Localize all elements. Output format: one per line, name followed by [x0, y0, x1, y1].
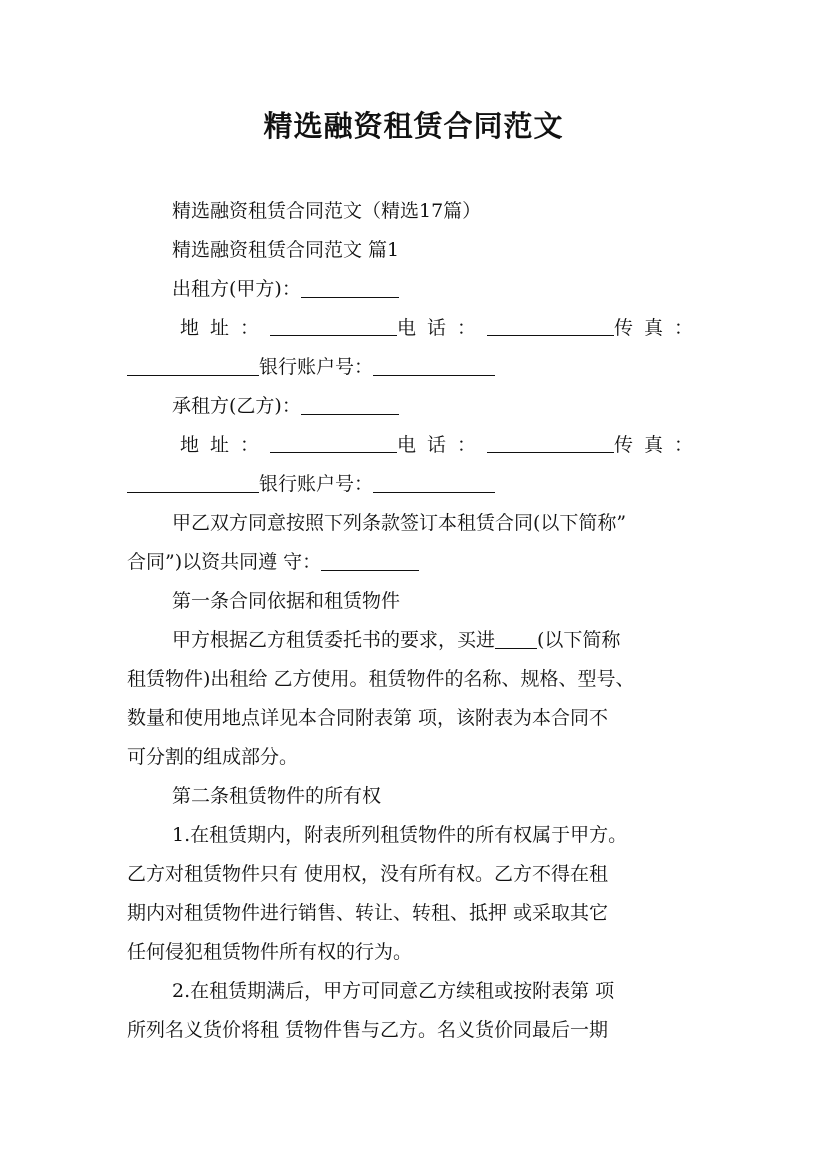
paragraph-line: 2.在租赁期满后，甲方可同意乙方续租或按附表第 项: [172, 980, 615, 1002]
fax-blank[interactable]: [127, 472, 259, 493]
paragraph-line: 租赁物件)出租给 乙方使用。租赁物件的名称、规格、型号、: [127, 668, 635, 690]
paragraph-line: 任何侵犯租赁物件所有权的行为。: [127, 941, 413, 963]
lessee-line: 承租方(乙方)：: [127, 393, 704, 419]
lessor-bank-line: 银行账户号：: [127, 354, 704, 380]
article-heading: 第一条合同依据和租赁物件: [172, 590, 401, 612]
fax-blank[interactable]: [127, 355, 259, 376]
paragraph-line: 甲方根据乙方租赁委托书的要求，买进 (以下简称: [172, 629, 621, 651]
address-blank[interactable]: [270, 432, 397, 453]
lessor-blank[interactable]: [301, 277, 399, 298]
paragraph-line: 数量和使用地点详见本合同附表第 项，该附表为本合同不: [127, 707, 609, 729]
lessor-contact-line: 地址： 电话： 传真：: [180, 317, 704, 339]
paragraph-line: 甲乙双方同意按照下列条款签订本租赁合同(以下简称”: [172, 512, 627, 534]
subtitle-line: 精选融资租赁合同范文（精选17篇）: [172, 200, 482, 222]
signature-blank[interactable]: [321, 550, 419, 571]
bank-blank[interactable]: [373, 472, 495, 493]
paragraph-line: 可分割的组成部分。: [127, 746, 299, 768]
phone-blank[interactable]: [487, 315, 614, 336]
lessee-bank-line: 银行账户号：: [127, 471, 704, 497]
section-heading: 精选融资租赁合同范文 篇1: [172, 239, 400, 261]
paragraph-line: 合同”)以资共同遵 守：: [127, 549, 704, 575]
paragraph-line: 乙方对租赁物件只有 使用权，没有所有权。乙方不得在租: [127, 863, 609, 885]
paragraph-line: 所列名义货价将租 赁物件售与乙方。名义货价同最后一期: [127, 1019, 609, 1041]
document-title: 精选融资租赁合同范文: [263, 109, 564, 143]
lessee-contact-line: 地址： 电话： 传真：: [180, 434, 704, 456]
paragraph-line: 1.在租赁期内，附表所列租赁物件的所有权属于甲方。: [172, 824, 628, 846]
item-blank[interactable]: [495, 628, 537, 649]
paragraph-line: 期内对租赁物件进行销售、转让、转租、抵押 或采取其它: [127, 902, 609, 924]
article-heading: 第二条租赁物件的所有权: [172, 785, 382, 807]
bank-blank[interactable]: [373, 355, 495, 376]
lessee-blank[interactable]: [301, 394, 399, 415]
phone-blank[interactable]: [487, 432, 614, 453]
address-blank[interactable]: [270, 315, 397, 336]
lessor-line: 出租方(甲方)：: [127, 276, 704, 302]
